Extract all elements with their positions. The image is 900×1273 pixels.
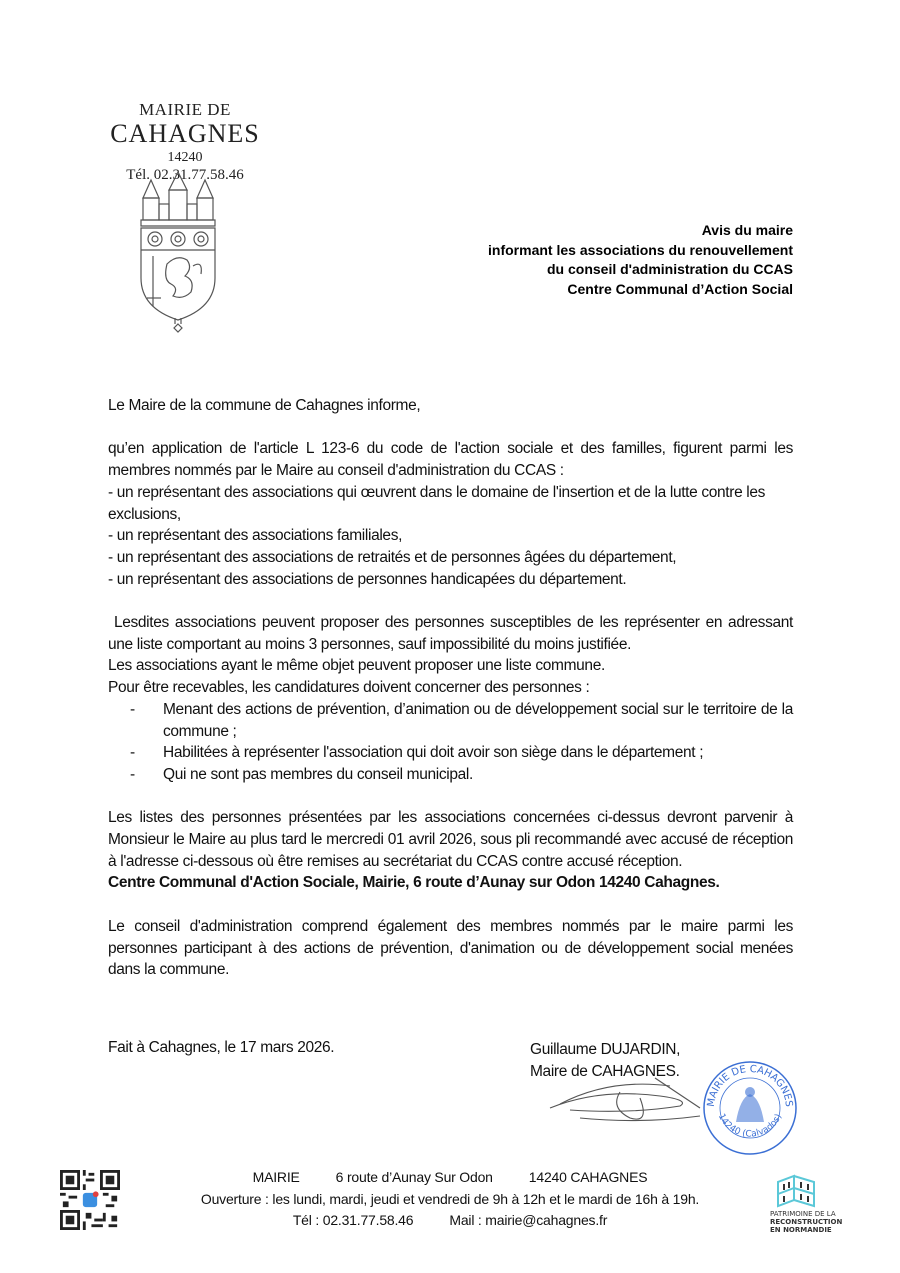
notice-title	[488, 221, 793, 299]
date-line: Fait à Cahagnes, le 17 mars 2026.	[108, 1039, 335, 1056]
qr-code-icon[interactable]	[60, 1170, 120, 1230]
patrimoine-reconstruction-logo	[770, 1172, 860, 1242]
title-line-1: Avis du maire	[701, 222, 793, 238]
patrimoine-line-1: PATRIMOINE DE LA	[770, 1210, 836, 1218]
member-item: - un représentant des associations qui œuvrent dans le domaine de l'insertion et de la lutte contre les exclusions,	[108, 483, 766, 523]
official-stamp	[700, 1058, 800, 1158]
stamp-bottom-text: 14240 (Calvados)	[715, 1112, 785, 1140]
footer-address-line	[130, 1167, 770, 1189]
article-paragraph: qu’en application de l'article L 123-6 du code de l'action sociale et des familles, figurent parmi les membres nommés par le Maire au conseil d'administration du CCAS :	[108, 440, 793, 480]
conditions-list	[108, 699, 793, 786]
signatory-name: Guillaume DUJARDIN,	[530, 1041, 681, 1058]
condition-item: - Habilitées à représenter l'association qui doit avoir son siège dans le département ;	[130, 744, 704, 762]
footer-contact-line	[130, 1210, 770, 1232]
footer-street: 6 route d’Aunay Sur Odon	[335, 1169, 493, 1185]
title-line-4: Centre Communal d’Action Social	[567, 280, 793, 297]
letterhead-commune: CAHAGNES	[110, 119, 260, 148]
conditions-intro: Pour être recevables, les candidatures doivent concerner des personnes :	[108, 679, 590, 697]
signatory-role: Maire de CAHAGNES.	[530, 1062, 680, 1080]
footer-phone: Tél : 02.31.77.58.46	[292, 1212, 414, 1228]
condition-item: - Menant des actions de prévention, d’animation ou de développement social sur le territoire de la commune ;	[130, 700, 793, 740]
closing-paragraph: Le conseil d'administration comprend également des membres nommés par le maire parmi les personnes participant à des actions de prévention, d'animation ou de développement social menées dans la commune.	[108, 917, 793, 979]
member-item: - un représentant des associations de retraités et de personnes âgées du département,	[108, 548, 677, 566]
handwritten-signature	[540, 1068, 720, 1128]
member-item: - un représentant des associations de personnes handicapées du département.	[108, 570, 627, 588]
footer-mail[interactable]: Mail : mairie@cahagnes.fr	[449, 1212, 608, 1228]
footer-city: 14240 CAHAGNES	[528, 1169, 648, 1185]
deadline-paragraph: Les listes des personnes présentées par les associations concernées ci-dessus devront parvenir à Monsieur le Maire au plus tard le mercredi 01 avril 2026, sous pli recommandé avec accusé de réception à l'adresse ci-dessous où être remises au secrétariat du CCAS contre accusé réception.	[108, 809, 793, 870]
footer-mairie: MAIRIE	[252, 1169, 300, 1185]
title-line-2: informant les associations du renouvellement	[488, 241, 793, 258]
stamp-top-text: MAIRIE DE CAHAGNES	[705, 1063, 795, 1108]
letterhead-phone: Tél. 02.31.77.58.46	[126, 167, 244, 183]
building-icon	[774, 1172, 819, 1208]
address-paragraph: Centre Communal d'Action Sociale, Mairie, 6 route d’Aunay sur Odon 14240 Cahagnes.	[108, 874, 720, 892]
coat-of-arms-icon	[133, 168, 223, 333]
notice-body	[108, 395, 797, 981]
intro-paragraph: Le Maire de la commune de Cahagnes informe,	[108, 397, 421, 414]
footer-hours: Ouverture : les lundi, mardi, jeudi et vendredi de 9h à 12h et le mardi de 16h à 19h.	[200, 1190, 700, 1207]
common-list-paragraph: Les associations ayant le même objet peuvent proposer une liste commune.	[108, 657, 605, 675]
condition-item: - Qui ne sont pas membres du conseil municipal.	[130, 765, 473, 783]
title-line-3: du conseil d'administration du CCAS	[546, 261, 793, 277]
patrimoine-line-2: RECONSTRUCTION	[770, 1218, 843, 1226]
member-item: - un représentant des associations familiales,	[108, 527, 403, 545]
patrimoine-line-3: EN NORMANDIE	[770, 1226, 832, 1234]
footer	[130, 1167, 770, 1232]
proposal-paragraph: Lesdites associations peuvent proposer des personnes susceptibles de les représenter en adressant une liste comportant au moins 3 personnes, sauf impossibilité du moins justifiée.	[108, 614, 797, 653]
letterhead-mairie-de: MAIRIE DE	[139, 100, 231, 119]
letterhead-postcode: 14240	[167, 150, 203, 165]
